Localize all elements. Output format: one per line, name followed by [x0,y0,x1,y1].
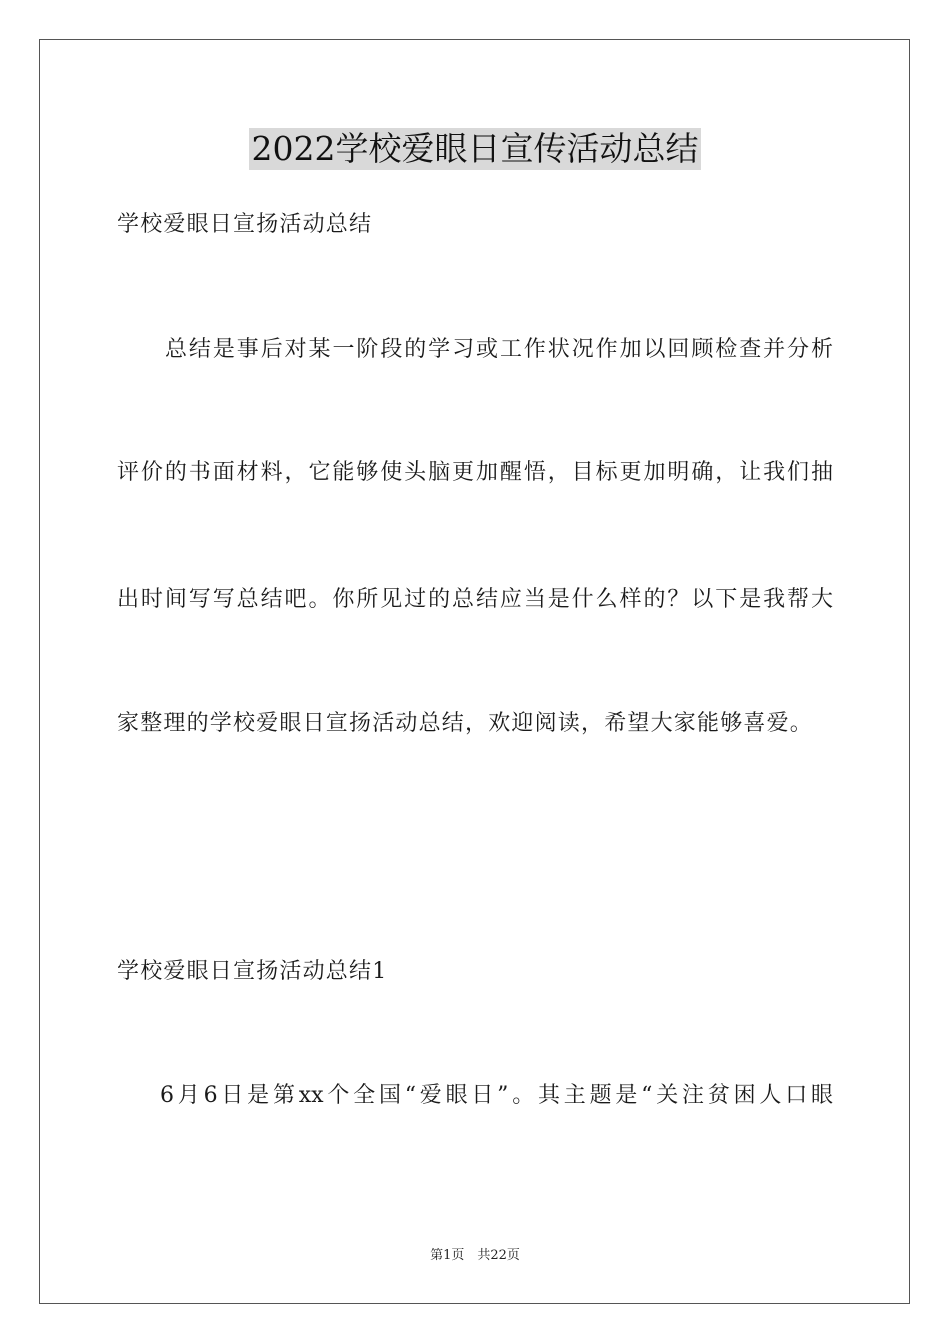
section-paragraph-line-1: 6月6日是第xx个全国“爱眼日”。其主题是“关注贫困人口眼 [160,1083,833,1108]
intro-line-1: 总结是事后对某一阶段的学习或工作状况作加以回顾检查并分析 [165,337,833,362]
section-heading: 学校爱眼日宣扬活动总结1 [117,959,388,984]
document-subtitle: 学校爱眼日宣扬活动总结 [117,212,373,237]
intro-line-2: 评价的书面材料，它能够使头脑更加醒悟，目标更加明确，让我们抽 [117,460,833,485]
document-title: 2022学校爱眼日宣传活动总结 [249,128,702,170]
document-title-block [0,128,950,170]
intro-line-4: 家整理的学校爱眼日宣扬活动总结，欢迎阅读，希望大家能够喜爱。 [117,711,814,736]
intro-line-3: 出时间写写总结吧。你所见过的总结应当是什么样的？以下是我帮大 [117,587,833,612]
page-footer: 第1页 共22页 [430,1248,520,1263]
